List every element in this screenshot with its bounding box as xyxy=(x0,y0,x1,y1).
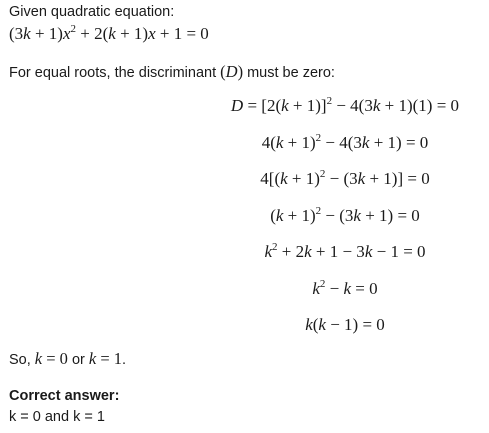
conclusion-suffix: . xyxy=(122,352,127,368)
answer-heading: Correct answer: xyxy=(9,388,120,404)
conclusion-prefix: So, xyxy=(9,352,35,368)
given-equation: $(3k + 1)x^2 + 2(k + 1)x + 1 = 0$ xyxy=(9,23,209,43)
step-7: k(k − 1) = 0 xyxy=(305,315,385,334)
step-6: $k^2 - k = 0$ xyxy=(312,278,378,298)
step-2: $4(k + 1)^2 - 4(3k + 1) = 0$ xyxy=(261,132,429,152)
discriminant-symbol: (D) xyxy=(220,62,244,81)
step-1: $D = [2(k + 1)]^2 - 4(3k + 1)(1) = 0$ xyxy=(230,95,460,115)
condition-text xyxy=(9,63,335,82)
answer-text: k = 0 and k = 1 xyxy=(9,409,105,425)
conclusion-connector: or xyxy=(67,352,89,368)
conclusion-second: k = 1 xyxy=(88,349,123,368)
step-4: $(k + 1)^2 - (3k + 1) = 0$ xyxy=(270,205,420,225)
step-3: $4[(k + 1)^2 - (3k + 1)] = 0$ xyxy=(260,168,430,188)
condition-after: must be zero: xyxy=(243,65,335,81)
conclusion xyxy=(9,350,126,369)
step-5: $k^2 + 2k + 1 - 3k - 1 = 0$ xyxy=(264,241,426,261)
given-label: Given quadratic equation: xyxy=(9,4,175,20)
conclusion-first: k = 0 xyxy=(34,349,68,368)
condition-before: For equal roots, the discriminant xyxy=(9,65,221,81)
